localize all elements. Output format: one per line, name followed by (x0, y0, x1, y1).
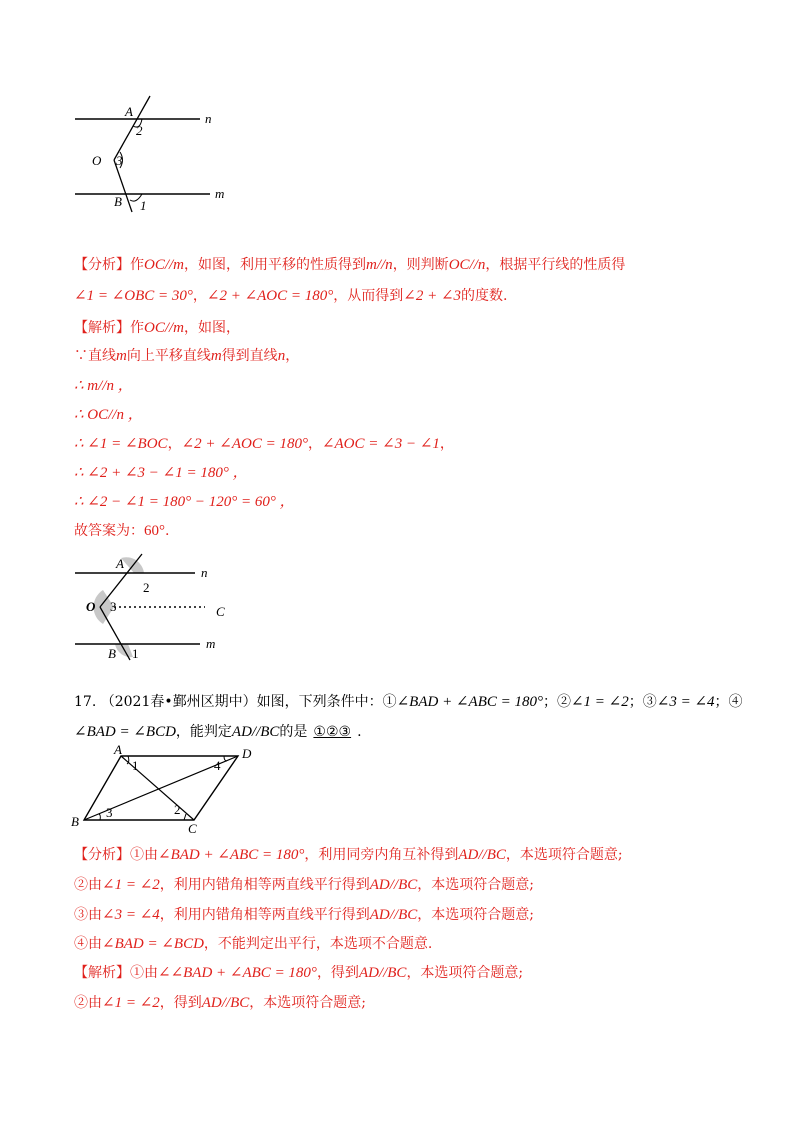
text: ， (285, 348, 300, 364)
solution1-line6: ∴ ∠2 + ∠3 − ∠1 = 180° ， (74, 465, 248, 481)
math: OC//n (448, 257, 486, 273)
math: ∠∠BAD + ∠ABC = 180° (158, 965, 317, 981)
label-m: m (215, 186, 225, 201)
math: m (210, 348, 222, 364)
math: ∠1 = ∠2 (570, 694, 629, 710)
math: ∠2 + ∠3 (403, 288, 462, 304)
text: ，不能判定出平行，本选项不合题意. (203, 936, 433, 952)
math: ∠BAD + ∠ABC = 180° (396, 694, 543, 710)
text: ④由 (74, 936, 102, 952)
solution2-line2 (74, 993, 366, 1013)
figure-parallel-lines-1 (70, 90, 240, 220)
text: ，本选项符合题意; (505, 847, 623, 863)
label-A: A (114, 744, 122, 757)
math: AD//BC (458, 847, 506, 863)
figure-parallelogram (66, 744, 256, 836)
math: AD//BC (201, 995, 250, 1011)
math: OC//m (144, 320, 185, 336)
label-m: m (206, 636, 216, 651)
question-source: （2021春•鄞州区期中）如图，下列条件中： (100, 694, 383, 710)
answer-blank: ①②③ (313, 724, 352, 740)
text: 得到直线 (221, 348, 278, 364)
text: ，本选项符合题意; (417, 877, 534, 893)
math: ∠1 = ∠2 (102, 995, 160, 1011)
label-2: 2 (143, 580, 150, 595)
math: ∠3 = ∠4 (656, 694, 715, 710)
solution1-line7: ∴ ∠2 − ∠1 = 180° − 120° = 60° ， (74, 494, 295, 510)
text: . (357, 724, 362, 740)
solution1-line2 (74, 346, 299, 366)
text: ∵直线 (74, 348, 116, 364)
text: ，利用同旁内角互补得到 (304, 847, 459, 863)
math: ∠1 = ∠2 (102, 877, 160, 893)
label-3: 3 (116, 153, 123, 168)
label-1: 1 (132, 646, 139, 661)
answer-label: 故答案为： (74, 523, 144, 539)
text: ， (307, 436, 322, 452)
math: ∠BAD = ∠BCD (102, 936, 204, 952)
text: ，利用内错角相等两直线平行得到 (159, 907, 370, 923)
solution2-line1 (74, 963, 523, 983)
math: m (116, 348, 127, 364)
question17-line2 (74, 722, 362, 742)
text: ，得到 (159, 995, 202, 1011)
label-B: B (108, 646, 116, 661)
label-B: B (71, 814, 79, 829)
text: ① (382, 694, 397, 710)
math: AD//BC (358, 965, 407, 981)
solution-tag: 【解析】 (74, 965, 130, 981)
text: ①由 (130, 847, 158, 863)
question-number: 17. (74, 694, 97, 710)
math: n (277, 348, 286, 364)
text: ，如图，利用平移的性质得到 (184, 257, 367, 273)
analysis2-line1 (74, 845, 623, 865)
label-2: 2 (174, 802, 181, 817)
label-1: 1 (140, 198, 147, 213)
text: ②由 (74, 877, 102, 893)
label-4: 4 (214, 758, 221, 773)
label-3: 3 (110, 599, 117, 614)
math: ∠AOC = ∠3 − ∠1 (321, 436, 440, 452)
text: . (165, 523, 170, 539)
text: 向上平移直线 (126, 348, 211, 364)
math: m//n (366, 257, 393, 273)
label-A: A (116, 556, 124, 571)
math: ∠BAD + ∠ABC = 180° (158, 847, 305, 863)
label-1: 1 (132, 758, 139, 773)
analysis1-line2 (74, 286, 508, 306)
analysis2-line4 (74, 934, 432, 954)
solution1-line3: ∴ m//n ， (74, 378, 133, 394)
text: ；② (542, 694, 571, 710)
solution1-line1 (74, 318, 240, 338)
figure-parallel-lines-2 (70, 552, 250, 664)
analysis1-line1 (74, 255, 625, 275)
analysis-tag: 【分析】 (74, 257, 130, 273)
label-n: n (201, 565, 208, 580)
text: ；④ (714, 694, 743, 710)
math: OC//m (144, 257, 185, 273)
label-C: C (216, 604, 225, 619)
text: 的是 (279, 724, 308, 740)
text: ，根据平行线的性质得 (485, 257, 626, 273)
solution1-answer (74, 521, 169, 541)
solution-tag: 【解析】 (74, 320, 130, 336)
text: ，本选项符合题意; (417, 907, 534, 923)
math: AD//BC (231, 724, 280, 740)
label-C: C (188, 821, 197, 836)
solution1-line4: ∴ OC//n ， (74, 407, 143, 423)
analysis2-line2 (74, 875, 534, 895)
text: 作 (130, 257, 144, 273)
math: ∠1 = ∠OBC = 30° (74, 288, 193, 304)
label-A: A (125, 104, 133, 119)
text: ；③ (628, 694, 657, 710)
answer-value: 60° (144, 523, 165, 539)
label-B: B (114, 194, 122, 209)
label-D: D (242, 746, 252, 761)
text: ， (439, 436, 454, 452)
text: ，能判定 (175, 724, 232, 740)
text: ③由 (74, 907, 102, 923)
math: ∠3 = ∠4 (102, 907, 160, 923)
solution1-line5 (74, 434, 454, 454)
text: ，本选项符合题意; (406, 965, 524, 981)
text: ， (192, 288, 207, 304)
math: ∠BAD = ∠BCD (74, 724, 176, 740)
math: ∴ ∠1 = ∠BOC (74, 436, 168, 452)
math: ∠2 + ∠AOC = 180° (206, 288, 334, 304)
text: ，本选项符合题意; (249, 995, 366, 1011)
text: ， (167, 436, 182, 452)
analysis2-line3 (74, 905, 534, 925)
analysis-tag: 【分析】 (74, 847, 130, 863)
math: ∠2 + ∠AOC = 180° (181, 436, 308, 452)
label-n: n (205, 111, 212, 126)
text: ，从而得到 (333, 288, 404, 304)
text: 的度数. (461, 288, 508, 304)
label-3: 3 (106, 805, 113, 820)
label-O: O (86, 599, 96, 614)
math: AD//BC (369, 877, 418, 893)
label-O: O (92, 153, 102, 168)
text: ，则判断 (392, 257, 449, 273)
text: ②由 (74, 995, 102, 1011)
label-2: 2 (136, 123, 143, 138)
question17-line1 (74, 692, 743, 712)
math: AD//BC (369, 907, 418, 923)
text: ①由 (130, 965, 158, 981)
text: 作 (130, 320, 144, 336)
text: ，利用内错角相等两直线平行得到 (159, 877, 370, 893)
text: ，得到 (316, 965, 359, 981)
text: ，如图， (184, 320, 241, 336)
